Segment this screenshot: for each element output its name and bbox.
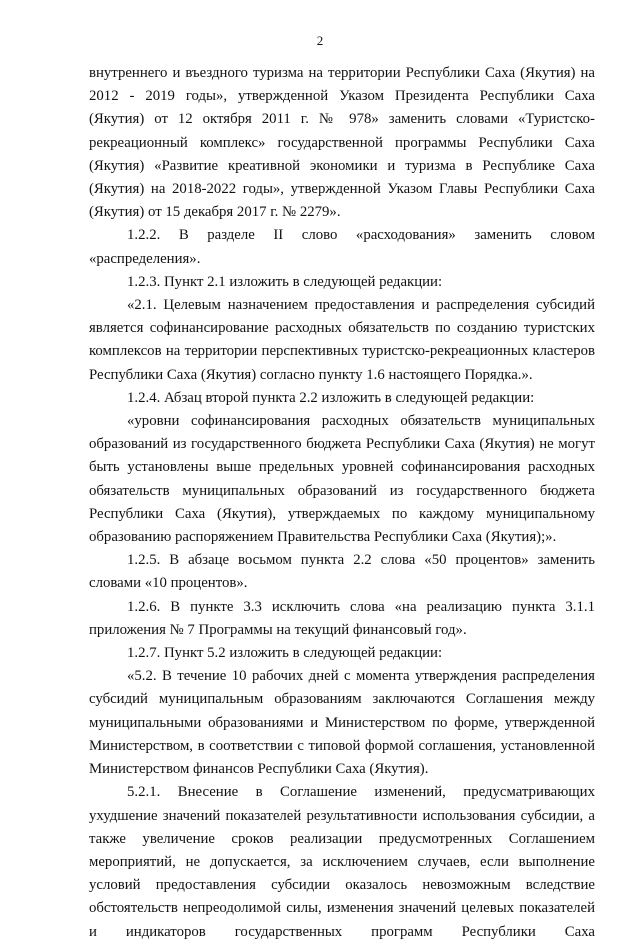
paragraph-5-2-1: 5.2.1. Внесение в Соглашение изменений, предусматривающих ухудшение значений показателей результативности использования субсидии, а также увеличение сроков реализации предусмотренных Соглашением мероприятий, не допускается, за исключением случаев, если выполнение условий предоставления субсидии оказалось невозможным вследствие обстоятельств непреодолимой силы, изменения значений целевых показателей и индикаторов государственных программ Республики Саха: [89, 784, 595, 940]
document-body: [89, 62, 595, 944]
paragraph-1-2-4: 1.2.4. Абзац второй пункта 2.2 изложить в следующей редакции:: [127, 389, 535, 406]
paragraph-1-2-3: 1.2.3. Пункт 2.1 изложить в следующей редакции:: [127, 273, 443, 290]
paragraph-1-2-5: 1.2.5. В абзаце восьмом пункта 2.2 слова «50 процентов» заменить словами «10 процентов».: [89, 552, 595, 592]
paragraph-1-2-7: 1.2.7. Пункт 5.2 изложить в следующей редакции:: [127, 645, 443, 662]
page-number: 2: [316, 33, 324, 48]
paragraph-1-2-6: 1.2.6. В пункте 3.3 исключить слова «на реализацию пункта 3.1.1 приложения № 7 Программы на текущий финансовый год».: [89, 598, 595, 638]
paragraph-1-2-2: 1.2.2. В разделе II слово «расходования» заменить словом «распределения».: [89, 227, 595, 267]
paragraph-continuation: внутреннего и въездного туризма на территории Республики Саха (Якутия) на 2012 - 2019 годы», утвержденной Указом Президента Республики Саха (Якутия) от 12 октября 2011 г. № 978» заменить словами «Туристско-рекреационный комплекс» государственной программы Республики Саха (Якутия) «Развитие креативной экономики и туризма в Республике Саха (Якутия) на 2018-2022 годы», утвержденной Указом Главы Республики Саха (Якутия) от 15 декабря 2017 г. № 2279».: [89, 65, 595, 221]
quote-2-2: «уровни софинансирования расходных обязательств муниципальных образований из государственного бюджета Республики Саха (Якутия) не могут быть установлены выше предельных уровней софинансирования расходных обязательств муниципальных образований из государственного бюджета Республики Саха (Якутия), утверждаемых по каждому муниципальному образованию распоряжением Правительства Республики Саха (Якутия);».: [89, 413, 595, 546]
quote-2-1: «2.1. Целевым назначением предоставления и распределения субсидий является софинансирование расходных обязательств по созданию туристских комплексов на территории перспективных туристско-рекреационных кластеров Республики Саха (Якутия) согласно пункту 1.6 настоящего Порядка.».: [89, 297, 595, 383]
quote-5-2: «5.2. В течение 10 рабочих дней с момента утверждения распределения субсидий муниципальным образованиям заключаются Соглашения между муниципальными образованиями и Министерством по форме, утвержденной Министерством, в соответствии с типовой формой соглашения, установленной Министерством финансов Республики Саха (Якутия).: [89, 668, 595, 778]
